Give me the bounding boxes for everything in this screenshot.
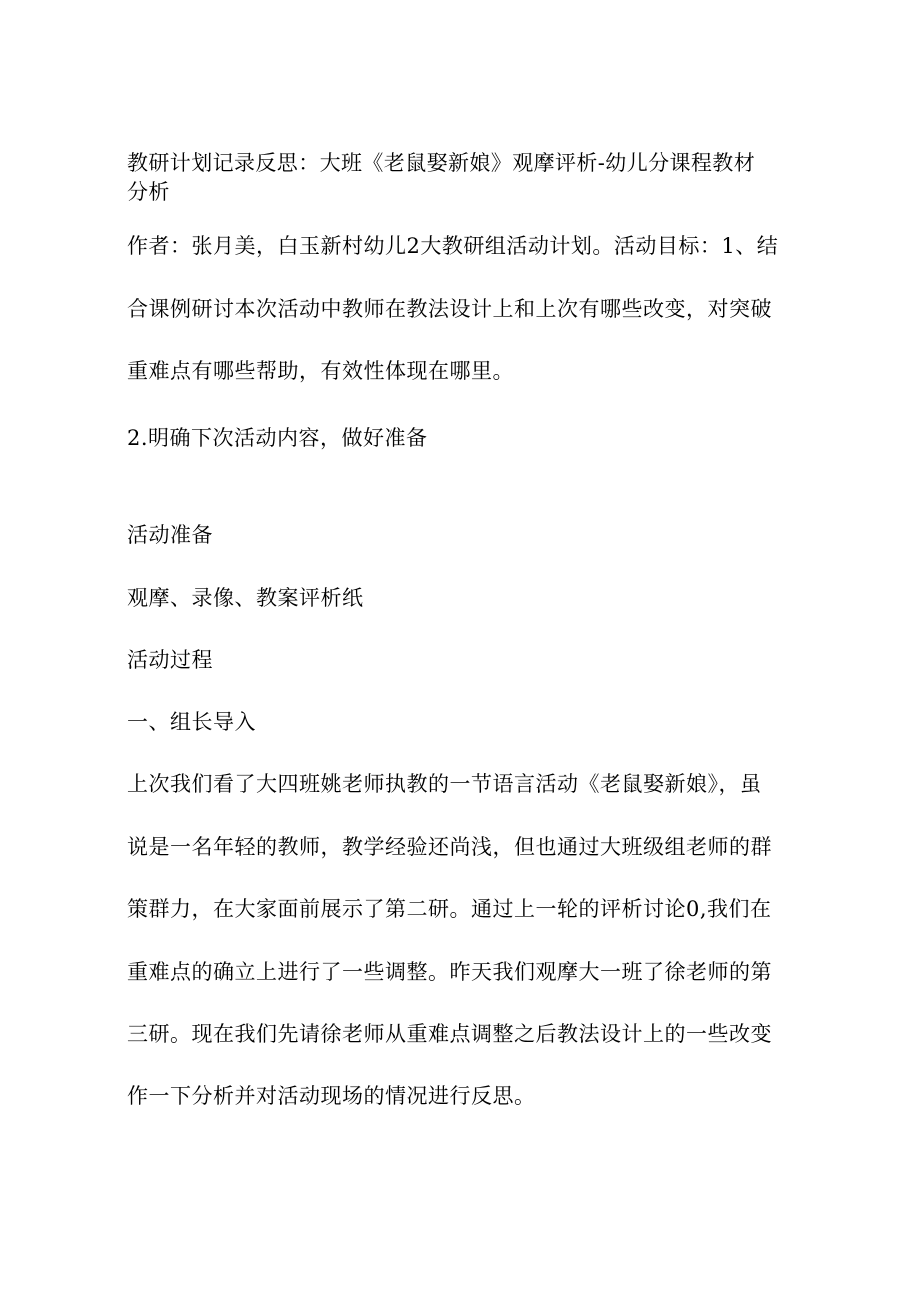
- document-title-line-2: 分析: [127, 180, 170, 204]
- section-heading-prep: 活动准备: [127, 523, 213, 547]
- body-line-3: 策群力，在大家面前展示了第二研。通过上一轮的评析讨论0,我们在: [127, 897, 772, 921]
- step-1-heading: 一、组长导入: [127, 710, 256, 734]
- prep-items-text: 观摩、录像、教案评析纸: [127, 586, 364, 610]
- goal-2-text: 2.明确下次活动内容，做好准备: [127, 426, 428, 450]
- body-line-1: 上次我们看了大四班姚老师执教的一节语言活动《老鼠娶新娘》，虽: [127, 772, 762, 796]
- body-line-2: 说是一名年轻的教师，教学经验还尚浅，但也通过大班级组老师的群: [127, 835, 772, 859]
- section-heading-process: 活动过程: [127, 648, 213, 672]
- intro-line-2: 合课例研讨本次活动中教师在教法设计上和上次有哪些改变，对突破: [127, 297, 772, 321]
- body-line-6: 作一下分析并对活动现场的情况进行反思。: [127, 1084, 536, 1108]
- intro-line-3: 重难点有哪些帮助，有效性体现在哪里。: [127, 359, 514, 383]
- document-title-line-1: 教研计划记录反思：大班《老鼠娶新娘》观摩评析-幼儿分课程教材: [127, 151, 756, 175]
- intro-line-1: 作者：张月美，白玉新村幼儿2大教研组活动计划。活动目标：1、结: [127, 234, 779, 258]
- body-line-4: 重难点的确立上进行了一些调整。昨天我们观摩大一班了徐老师的第: [127, 960, 772, 984]
- body-line-5: 三研。现在我们先请徐老师从重难点调整之后教法设计上的一些改变: [127, 1022, 772, 1046]
